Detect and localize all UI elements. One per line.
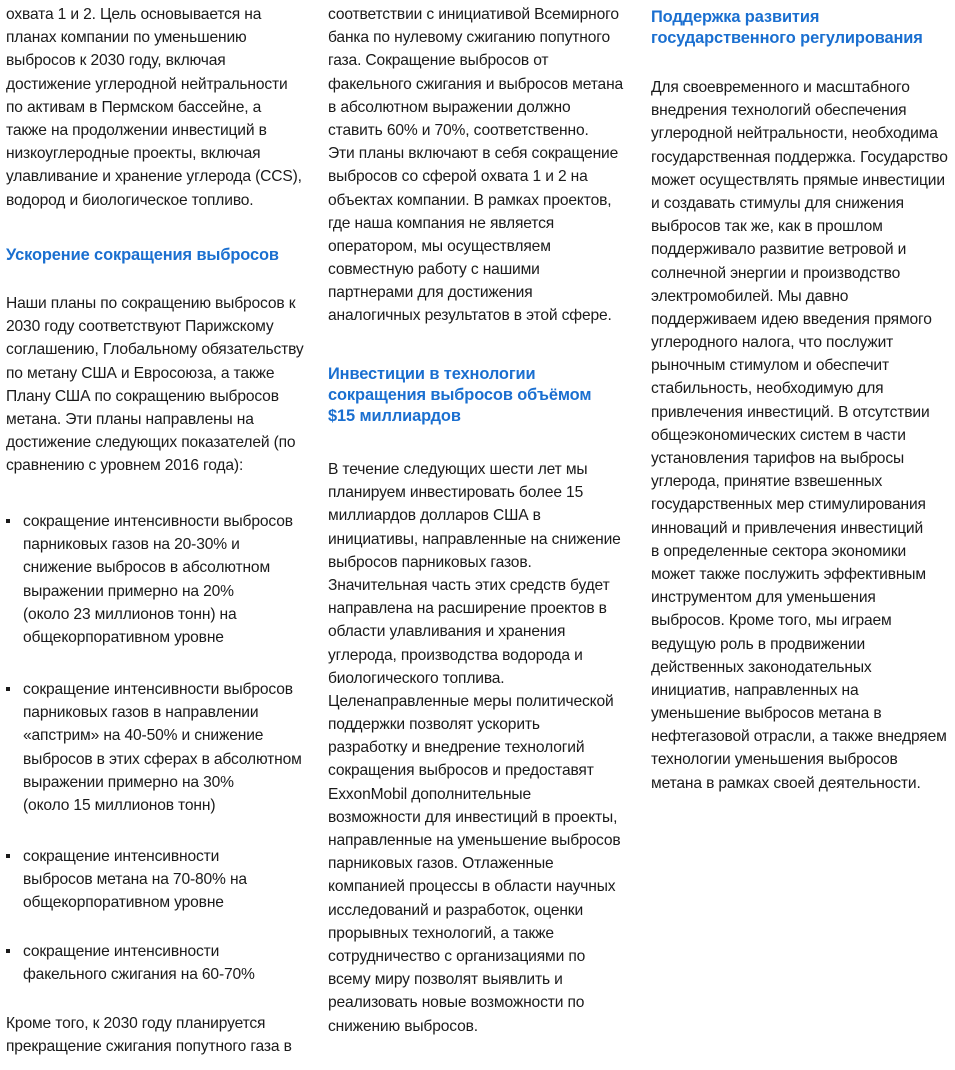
text-line: Ускорение сокращения выбросов bbox=[6, 246, 279, 264]
text-line: поддерживаем идею введения прямого bbox=[651, 310, 932, 328]
text-line: государственного регулирования bbox=[651, 29, 923, 48]
text-line: водород и биологическое топливо. bbox=[6, 191, 254, 209]
text-line: стабильность, необходимую для bbox=[651, 380, 884, 398]
text-line: факельного сжигания и выбросов метана bbox=[328, 75, 624, 93]
text-line: Инвестиции в технологии bbox=[328, 365, 536, 383]
text-line: может также послужить эффективным bbox=[651, 565, 926, 583]
text-line: нефтегазовой отрасли, а также внедряем bbox=[651, 728, 947, 746]
bullet-marker bbox=[6, 519, 10, 523]
text-line: в определенные сектора экономики bbox=[651, 542, 907, 560]
text-line: прекращение сжигания попутного газа в bbox=[6, 1038, 292, 1056]
text-line: биологического топлива. bbox=[328, 669, 505, 687]
text-line: ExxonMobil дополнительные bbox=[328, 785, 531, 803]
text-line: факельного сжигания на 60-70% bbox=[23, 966, 255, 984]
col1-heading bbox=[6, 245, 279, 266]
text-line: государственных мер стимулирования bbox=[651, 496, 926, 514]
text-line: аналогичных результатов в этой сфере. bbox=[328, 307, 612, 325]
text-line: планируем инвестировать более 15 bbox=[328, 484, 584, 502]
text-line: общеэкономических систем в части bbox=[651, 426, 906, 444]
text-line: всему миру позволят выявлить и bbox=[328, 971, 563, 989]
text-line: сравнению с уровнем 2016 года): bbox=[6, 457, 244, 475]
text-line: снижению выбросов. bbox=[328, 1017, 478, 1035]
text-line: инструментом для уменьшения bbox=[651, 589, 876, 607]
text-line: уменьшение выбросов метана в bbox=[651, 705, 882, 723]
text-line: в абсолютном выражении должно bbox=[328, 98, 571, 116]
text-line: В течение следующих шести лет мы bbox=[328, 461, 588, 478]
text-line: и создавать стимулы для снижения bbox=[651, 194, 904, 212]
text-line: общекорпоративном уровне bbox=[23, 894, 224, 912]
col1-closing-paragraph bbox=[6, 1012, 292, 1058]
text-line: инноваций и привлечения инвестиций bbox=[651, 519, 924, 537]
text-line: электромобилей. Мы давно bbox=[651, 287, 849, 305]
text-line: направленные на уменьшение выбросов bbox=[328, 832, 621, 849]
text-line: общекорпоративном уровне bbox=[23, 628, 224, 646]
text-line: сокращение интенсивности bbox=[23, 943, 220, 960]
text-line: действенных законодательных bbox=[651, 658, 872, 676]
text-line: выражении примерно на 20% bbox=[23, 582, 234, 600]
text-line: области улавливания и хранения bbox=[328, 623, 566, 641]
text-line: банка по нулевому сжиганию попутного bbox=[328, 29, 611, 47]
text-line: выбросов в этих сферах в абсолютном bbox=[23, 750, 302, 768]
text-line: выбросов со сферой охвата 1 и 2 на bbox=[328, 168, 588, 186]
text-line: сокращения выбросов и предоставят bbox=[328, 762, 594, 780]
text-line: парниковых газов. Отлаженные bbox=[328, 855, 554, 873]
text-line: установления тарифов на выбросы bbox=[651, 450, 905, 467]
bullet-marker bbox=[6, 687, 10, 691]
text-line: Плану США по сокращению выбросов bbox=[6, 387, 279, 405]
col3-paragraph bbox=[651, 76, 948, 795]
text-line: метана. Эти планы направлены на bbox=[6, 410, 254, 428]
text-line: углерода, производства водорода и bbox=[328, 646, 583, 664]
text-line: прорывных технологий, а также bbox=[328, 924, 554, 942]
text-line: соответствии с инициативой Всемирного bbox=[328, 6, 619, 23]
text-line: государственная поддержка. Государство bbox=[651, 148, 948, 166]
text-line: сокращение интенсивности выбросов bbox=[23, 681, 293, 698]
text-line: компанией процессы в области научных bbox=[328, 878, 616, 896]
text-line: достижение углеродной нейтральности bbox=[6, 75, 288, 93]
text-line: выбросов к 2030 году, включая bbox=[6, 52, 226, 70]
bullet-item-2 bbox=[23, 678, 302, 817]
text-line: (около 23 миллионов тонн) на bbox=[23, 605, 237, 623]
text-line: выбросов парниковых газов. bbox=[328, 553, 532, 571]
text-line: солнечной энергии и производство bbox=[651, 264, 901, 282]
text-line: направлена на расширение проектов в bbox=[328, 600, 607, 618]
text-line: оператором, мы осуществляем bbox=[328, 237, 551, 255]
text-line: планах компании по уменьшению bbox=[6, 29, 247, 47]
bullet-marker bbox=[6, 949, 10, 953]
text-line: объектах компании. В рамках проектов, bbox=[328, 191, 612, 209]
text-line: поддерживало развитие ветровой и bbox=[651, 241, 907, 259]
text-line: реализовать новые возможности по bbox=[328, 994, 585, 1012]
text-line: Кроме того, к 2030 году планируется bbox=[6, 1015, 266, 1032]
col2-intro-paragraph bbox=[328, 3, 623, 328]
bullet-marker bbox=[6, 854, 10, 858]
text-line: снижение выбросов в абсолютном bbox=[23, 559, 271, 577]
text-line: по метану США и Евросоюза, а также bbox=[6, 364, 275, 382]
text-line: исследований и разработок, оценки bbox=[328, 901, 584, 919]
text-line: миллиардов долларов США в bbox=[328, 507, 541, 525]
text-line: «апстрим» на 40-50% и снижение bbox=[23, 727, 264, 745]
text-line: по активам в Пермском бассейне, а bbox=[6, 98, 262, 116]
text-line: сокращение интенсивности выбросов bbox=[23, 513, 293, 530]
text-line: метана в рамках своей деятельности. bbox=[651, 774, 921, 792]
bullet-item-3 bbox=[23, 845, 247, 915]
text-line: улавливание и хранение углерода (CCS), bbox=[6, 168, 302, 186]
text-line: сотрудничество с организациями по bbox=[328, 947, 586, 965]
text-line: выражении примерно на 30% bbox=[23, 773, 234, 791]
col3-heading bbox=[651, 7, 923, 49]
text-line: привлечения инвестиций. В отсутствии bbox=[651, 403, 930, 421]
text-line: достижение следующих показателей (по bbox=[6, 434, 296, 452]
text-line: поддержки позволят ускорить bbox=[328, 716, 540, 734]
text-line: парниковых газов в направлении bbox=[23, 704, 259, 722]
text-line: Эти планы включают в себя сокращение bbox=[328, 145, 619, 163]
text-line: $15 миллиардов bbox=[328, 407, 461, 426]
text-line: разработку и внедрение технологий bbox=[328, 739, 585, 757]
col2-heading bbox=[328, 364, 591, 428]
text-line: также на продолжении инвестиций в bbox=[6, 121, 267, 139]
text-line: рыночным стимулом и обеспечит bbox=[651, 357, 889, 375]
text-line: может осуществлять прямые инвестиции bbox=[651, 171, 945, 189]
text-line: Целенаправленные меры политической bbox=[328, 692, 614, 710]
text-line: технологии уменьшения выбросов bbox=[651, 751, 898, 769]
text-line: газа. Сокращение выбросов от bbox=[328, 52, 549, 70]
text-line: ведущую роль в продвижении bbox=[651, 635, 866, 653]
text-line: Поддержка развития bbox=[651, 8, 820, 26]
text-line: 2030 году соответствуют Парижскому bbox=[6, 318, 274, 336]
text-line: инициатив, направленных на bbox=[651, 681, 859, 699]
text-line: Для своевременного и масштабного bbox=[651, 79, 910, 96]
text-line: углеродного налога, что послужит bbox=[651, 334, 894, 352]
text-line: где наша компания не является bbox=[328, 214, 555, 232]
text-line: инициативы, направленные на снижение bbox=[328, 530, 621, 548]
text-line: выбросов. Кроме того, мы играем bbox=[651, 612, 892, 630]
text-line: Наши планы по сокращению выбросов к bbox=[6, 295, 296, 312]
text-line: (около 15 миллионов тонн) bbox=[23, 796, 216, 814]
text-line: совместную работу с нашими bbox=[328, 261, 540, 279]
text-line: выбросов метана на 70-80% на bbox=[23, 871, 247, 889]
text-line: углерода, принятие взвешенных bbox=[651, 473, 883, 491]
text-line: сокращения выбросов объёмом bbox=[328, 386, 592, 405]
text-line: партнерами для достижения bbox=[328, 284, 533, 302]
text-line: парниковых газов на 20-30% и bbox=[23, 536, 240, 554]
text-line: охвата 1 и 2. Цель основывается на bbox=[6, 6, 262, 23]
text-line: ставить 60% и 70%, соответственно. bbox=[328, 121, 589, 139]
text-line: внедрения технологий обеспечения bbox=[651, 102, 907, 120]
text-line: сокращение интенсивности bbox=[23, 848, 220, 865]
col1-intro-paragraph bbox=[6, 3, 302, 212]
bullet-item-1 bbox=[23, 510, 293, 649]
col1-paragraph bbox=[6, 292, 304, 478]
bullet-item-4 bbox=[23, 940, 255, 986]
text-line: углеродной нейтральности, необходима bbox=[651, 125, 938, 143]
col2-paragraph bbox=[328, 458, 621, 1038]
text-line: Значительная часть этих средств будет bbox=[328, 576, 610, 594]
text-line: выбросов так же, как в прошлом bbox=[651, 218, 883, 236]
text-line: возможности для инвестиций в проекты, bbox=[328, 808, 618, 826]
text-line: низкоуглеродные проекты, включая bbox=[6, 145, 261, 163]
text-line: соглашению, Глобальному обязательству bbox=[6, 341, 304, 359]
